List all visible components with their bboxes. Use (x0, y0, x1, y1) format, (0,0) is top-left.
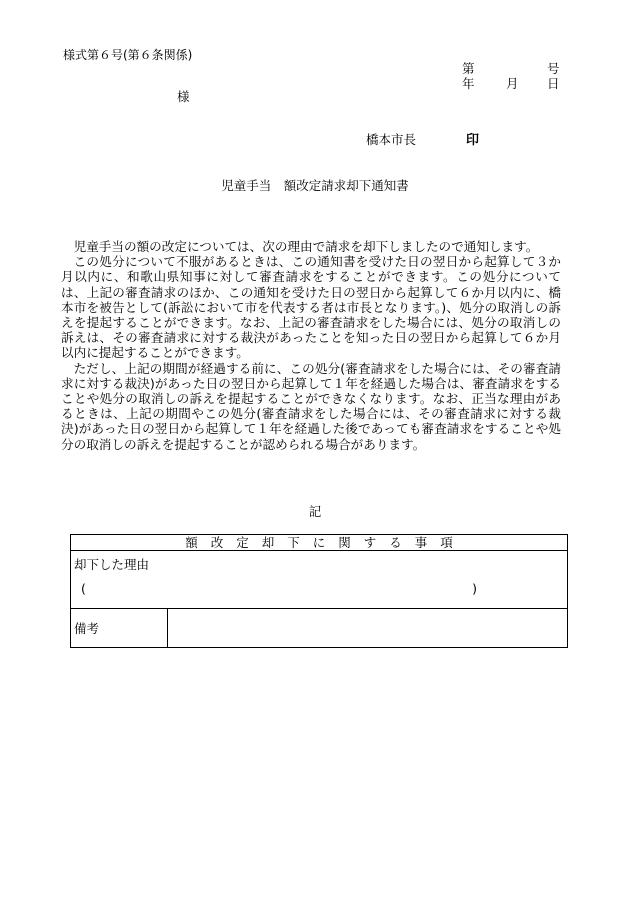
form-number-label: 様式第６号(第６条関係) (63, 48, 193, 62)
date-day-label: 日 (547, 76, 560, 91)
ki-heading: 記 (308, 504, 322, 519)
notice-body (61, 239, 561, 452)
matters-table (70, 534, 568, 648)
seal-mark: 印 (466, 133, 480, 148)
date-year-label: 年 (462, 76, 475, 91)
body-paragraph-exception: ただし、上記の期間が経過する前に、この処分(審査請求をした場合には、その審査請求に対する裁決)があった日の翌日から起算して１年を経過した場合は、審査請求をすることや処分の取消しの訴えを提起することができなくなります。なお、正当な理由があるときは、上記の期間やこの処分(審査請求をした場合には、その審査請求に対する裁決)があった日の翌日から起算して１年を経過した後であっても審査請求をすることや処分の取消しの訴えを提起することが認められる場合があります。 (61, 360, 561, 452)
document-title: 児童手当 額改定請求却下通知書 (221, 178, 409, 193)
remarks-label: 備考 (71, 609, 168, 648)
addressee-honorific: 様 (177, 89, 190, 104)
date-month-label: 月 (506, 76, 519, 91)
remarks-content (168, 609, 568, 648)
document-number-suffix: 号 (547, 61, 560, 76)
document-number-prefix: 第 (462, 61, 475, 76)
reason-open-paren: ( (81, 581, 86, 596)
reason-close-paren: ) (472, 581, 477, 596)
body-paragraph-intro: 児童手当の額の改定については、次の理由で請求を却下しましたので通知します。 (73, 239, 539, 254)
table-header: 額改定却下に関する事項 (71, 535, 568, 551)
rejection-reason-cell (71, 551, 568, 609)
body-paragraph-appeal: この処分について不服があるときは、この通知書を受けた日の翌日から起算して３か月以内に、和歌山県知事に対して審査請求をすることができます。この処分については、上記の審査請求のほか、この通知を受けた日の翌日から起算して６か月以内に、橋本市を被告として(訴訟において市を代表する者は市長となります。)、処分の取消しの訴えを提起することができます。なお、上記の審査請求をした場合には、処分の取消しの訴えは、その審査請求に対する裁決があったことを知った日の翌日から起算して６か月以内に提起することができます。 (61, 254, 561, 361)
rejection-reason-label: 却下した理由 (74, 557, 150, 572)
issuer-name: 橋本市長 (366, 132, 417, 147)
